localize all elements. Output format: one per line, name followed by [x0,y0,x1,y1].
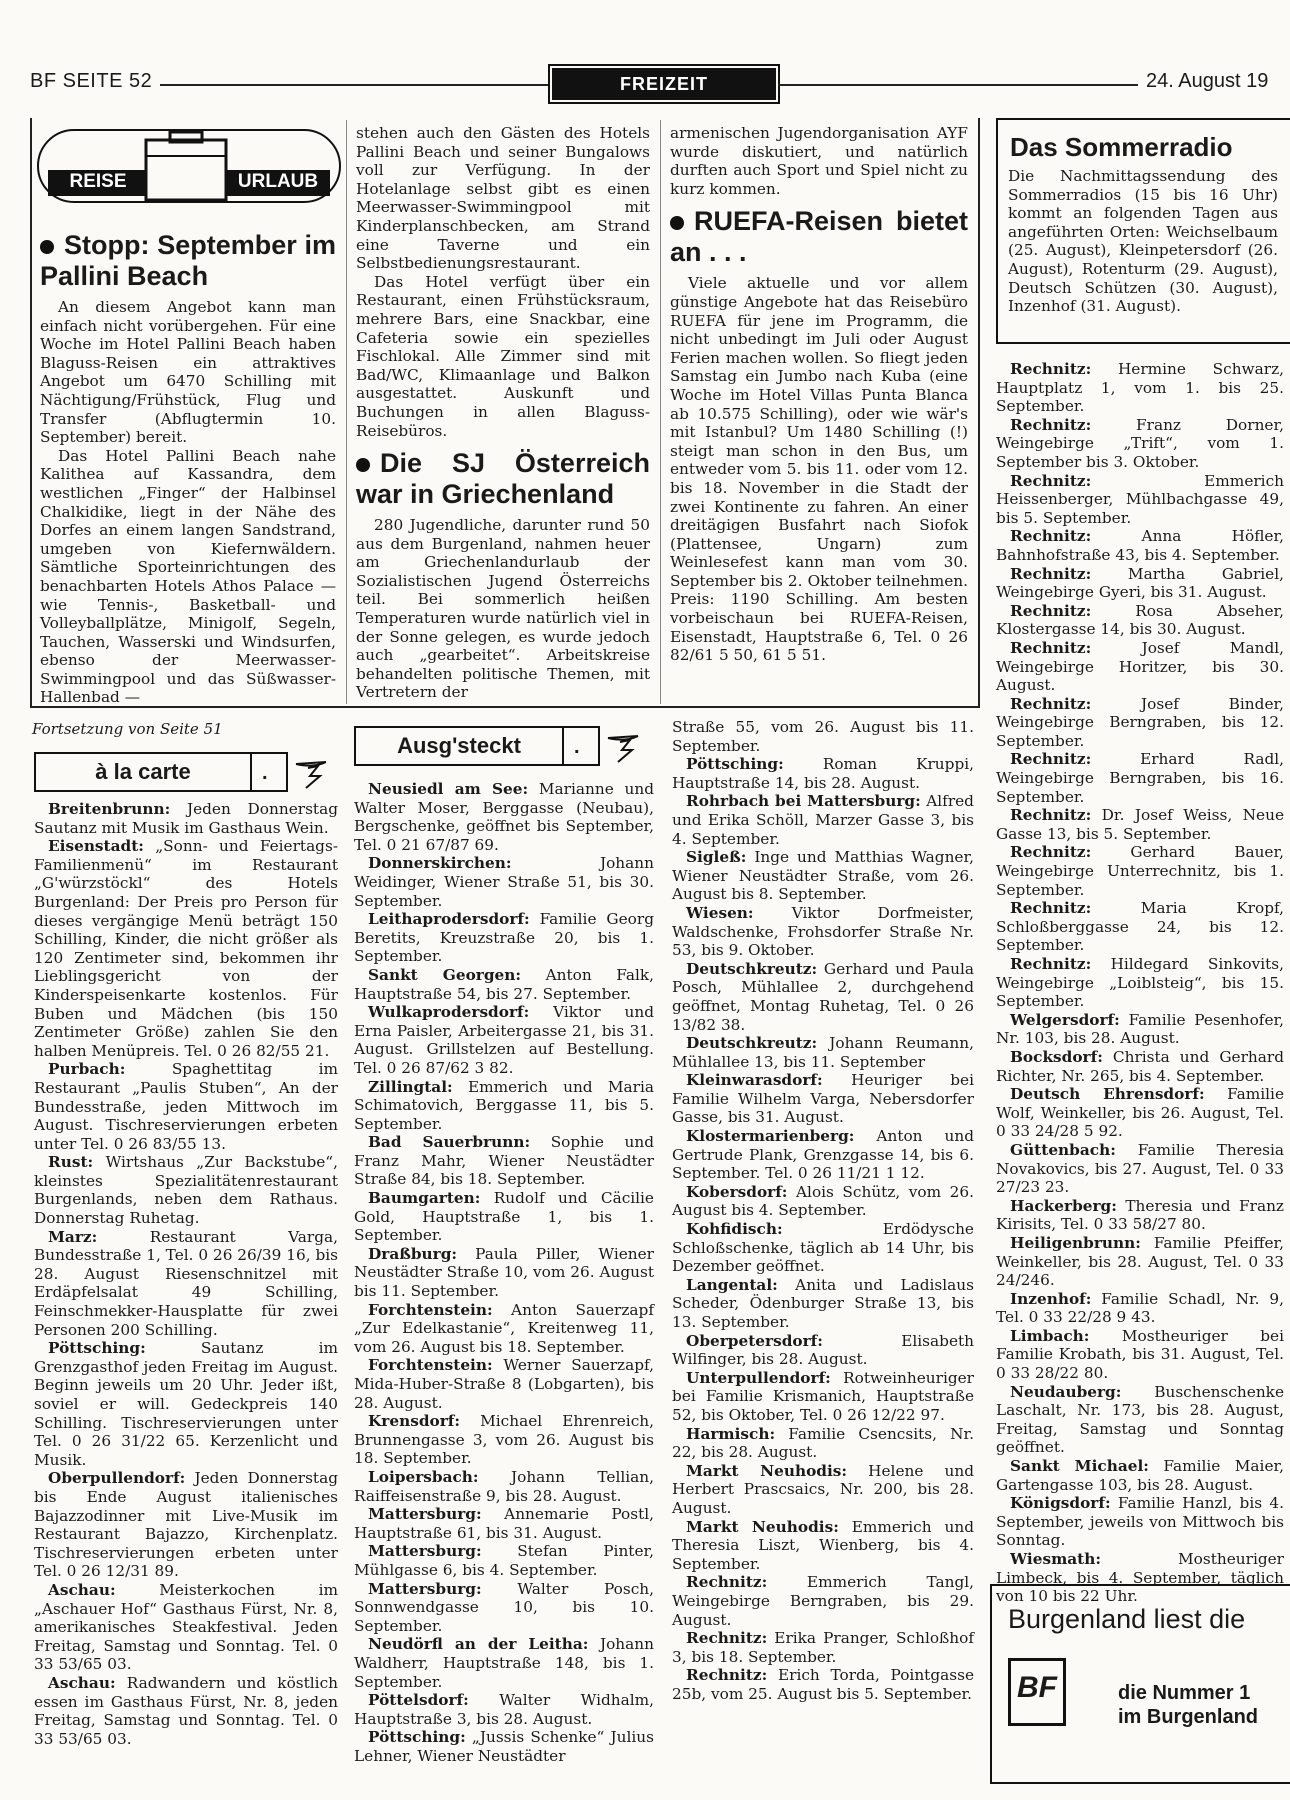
article-pallini [40,222,336,707]
heurigen-entry [672,755,974,792]
headline-text: Die SJ Österreich war in Griechenland [356,448,650,510]
wine-glass-icon [290,754,334,790]
bf-logo-text: BF [1017,1671,1057,1704]
entry-place: Rechnitz: [1010,955,1092,973]
heurigen-entry [672,1629,974,1666]
ad-headline: Burgenland liest die [1008,1604,1246,1634]
entry-text: Familie Georg Beretits, Kreuzstraße 20, bis 1. September. [354,910,654,966]
bf-advertisement [990,1584,1290,1784]
heurigen-entry [996,1494,1284,1550]
heurigen-entry [354,966,654,1003]
entry-place: Neusiedl am See: [368,780,529,798]
entry-text: Josef Mandl, Weingebirge Horitzer, bis 30. August. [996,638,1284,695]
entry-text: Rudolf und Cäcilie Gold, Hauptstraße 1, bis 1. September. [354,1189,654,1245]
urlaub-label: URLAUB [237,171,319,192]
entry-text: Annemarie Postl, Hauptstraße 61, bis 31. August. [354,1505,654,1542]
entry-text: Anton und Gertrude Plank, Grenzgasse 14, bis 6. September. Tel. 0 26 11/21 1 12. [672,1127,974,1183]
entry-place: Güttenbach: [1010,1140,1116,1159]
heurigen-entry [354,1542,654,1579]
entry-place: Kobersdorf: [686,1182,788,1201]
entry-text: Roman Kruppi, Hauptstraße 14, bis 28. August. [672,755,974,792]
entry-text: Werner Sauerzapf, Mida-Huber-Straße 8 (Lobgarten), bis 28. August. [354,1356,654,1412]
entry-text: Anton Sauerzapf „Zur Edelkastanie“, Kreitenweg 11, vom 26. August bis 18. September. [354,1300,654,1356]
entry-text: Restaurant Varga, Bundesstraße 1, Tel. 0 26 26/39 16, bis 28. August Riesenschnitzel mit Erdäpfelsalat 49 Schilling, Feinschmekker-Hausplatte für zwei Personen 200 Schilling. [34,1227,338,1339]
heurigen-entry [672,1425,974,1462]
entry-place: Rohrbach bei Mattersburg: [686,792,921,811]
heurigen-list-col3 [672,718,974,1703]
entry-place: Rechnitz: [1010,471,1092,490]
heurigen-entry [996,899,1284,955]
entry-text: Theresia und Franz Kirisits, Tel. 0 33 58/27 80. [996,1196,1284,1234]
entry-place: Harmisch: [686,1424,776,1443]
entry-text: Hermine Schwarz, Hauptplatz 1, vom 1. bis 25. September. [996,360,1284,416]
entry-place: Bad Sauerbrunn: [368,1133,531,1152]
entry-place: Leithaprodersdorf: [368,910,530,929]
entry-text: Johann Reumann, Mühlallee 13, bis 11. September [672,1034,974,1071]
heurigen-entry [354,854,654,910]
alacarte-entry [34,800,338,837]
heurigen-entry [672,960,974,1034]
heurigen-entry [354,780,654,854]
entry-place: Pöttelsdorf: [368,1691,469,1710]
heurigen-entry [996,750,1284,806]
entry-place: Limbach: [1010,1326,1090,1345]
entry-text: Walter Widhalm, Hauptstraße 3, bis 28. August. [354,1691,654,1728]
entry-place: Wulkaprodersdorf: [368,1003,530,1022]
entry-place: Rechnitz: [1010,899,1092,918]
entry-text: Emmerich und Theresia Liszt, Wienberg, bis 4. September. [672,1517,974,1573]
wine-glass-icon [602,728,646,764]
alacarte-entry [34,1228,338,1340]
paragraph: An diesem Angebot kann man einfach nicht vorübergehen. Für eine Woche im Hotel Pallini Beach haben Blaguss-Reisen ein attraktives Angebot um 6470 Schilling mit Nächtigung/Frühstück, Flug und Transfer (Abflugtermin 10. September) bereit. [40,298,336,447]
continuation-note: Fortsetzung von Seite 51 [32,720,223,738]
heurigen-entry [354,1412,654,1468]
bullet-icon [356,458,370,472]
heurigen-entry [354,910,654,966]
entry-place: Wiesen: [686,903,754,922]
entry-text: Sophie und Franz Mahr, Wiener Neustädter Straße 84, bis 18. September. [354,1133,654,1189]
entry-place: Heiligenbrunn: [1010,1233,1141,1252]
entry-place: Sankt Michael: [1010,1457,1149,1476]
heurigen-entry [672,904,974,960]
entry-text: Johann Waldherr, Hauptstraße 148, bis 1. September. [354,1635,654,1691]
headline-text: Stopp: September im Pallini Beach [40,230,336,291]
entry-text: Dr. Josef Weiss, Neue Gasse 13, bis 5. September. [996,806,1284,843]
entry-place: Forchtenstein: [368,1300,493,1319]
entry-text: Erich Torda, Pointgasse 25b, vom 25. August bis 5. September. [672,1666,974,1703]
column-divider [346,120,347,704]
heurigen-entry [672,1276,974,1332]
heurigen-entry [354,1078,654,1134]
entry-place: Rust: [48,1153,94,1172]
paragraph: stehen auch den Gästen des Hotels Pallini Beach und seiner Bungalows voll zur Verfügung. In der Hotelanlage selbst gibt es einen Meerwasser-Swimmingpool mit Kinderplanschbecken, am Strand eine Taverne und ein Selbstbedienungsrestaurant. [356,124,650,273]
paragraph: Viele aktuelle und vor allem günstige Angebote hat das Reisebüro RUEFA für jene im Programm, die nicht unbedingt im Juli oder August Ferien machen wollen. So fliegt jeden Samstag ein Jumbo nach Kuba (eine Woche im Hotel Villas Punta Blanca ab 10.575 Schilling), oder wie wär's mit Istanbul? Um 1480 Schilling (!) steigt man schon in den Bus, um entweder vom 5. bis 11. oder vom 12. bis 18. November in die Stadt der zwei Kontinente zu fahren. An einer dreitägigen Busfahrt nach Siofok (Plattensee, Ungarn) zum Weinlesefest kann man vom 30. September bis 2. Oktober teilnehmen. Preis: 1190 Schilling. Am besten vorbeischaun bei RUEFA-Reisen, Eisenstadt, Hauptstraße 6, Tel. 0 26 82/61 5 50, 61 5 51. [670,274,968,665]
reise-urlaub-logo [34,126,344,206]
entry-text: Marianne und Walter Moser, Berggasse (Neubau), Bergschenke, geöffnet bis September, Tel. 0 21 67/87 69. [354,780,654,854]
entry-place: Markt Neuhodis: [686,1517,839,1536]
entry-text: Anton Falk, Hauptstraße 54, bis 27. September. [354,965,654,1003]
reise-label: REISE [69,171,127,192]
entry-place: Kohfidisch: [686,1220,783,1239]
heurigen-entry [996,639,1284,695]
header-rule-left [160,84,550,86]
paragraph: Das Hotel verfügt über ein Restaurant, einen Frühstücksraum, mehrere Bars, eine Snackbar, eine Cafeteria sowie ein spezielles Fischlokal. Alle Zimmer sind mit Bad/WC, Klimaanlage und Balkon ausgestattet. Auskunft und Buchungen in allen Blaguss-Reisebüros. [356,272,650,440]
heurigen-list-col2 [354,780,654,1765]
entry-text: Christa und Gerhard Richter, Nr. 265, bis 4. September. [996,1047,1284,1085]
entry-place: Baumgarten: [368,1189,481,1208]
paragraph: 280 Jugendliche, darunter rund 50 aus dem Burgenland, nahmen heuer am Griechenlandurlaub der Sozialistischen Jugend Österreichs teil. Bei sommerlich heißen Temperaturen wurde natürlich viel in der Sonne gelegen, es wurde jedoch auch „gearbeitet“. Arbeitskreise behandelten politische Themen, mit Vertretern der [356,516,650,702]
entry-place: Purbach: [48,1060,126,1079]
entry-place: Mattersburg: [368,1579,482,1598]
heurigen-entry [996,602,1284,639]
entry-place: Rechnitz: [1010,694,1092,713]
entry-text: Hildegard Sinkovits, Weingebirge „Loiblsteig“, bis 15. September. [996,955,1284,1011]
alacarte-heading [34,752,334,790]
heurigen-list-col4 [996,360,1284,1606]
suitcase-icon [34,126,344,206]
entry-place: Mattersburg: [368,1505,482,1524]
heurigen-entry [996,1234,1284,1290]
entry-place: Königsdorf: [1010,1494,1111,1513]
alacarte-entry [34,1060,338,1153]
entry-text: Paula Piller, Wiener Neustädter Straße 10, vom 26. August bis 11. September. [354,1244,654,1301]
entry-place: Rechnitz: [1010,638,1092,657]
entry-place: Donnerskirchen: [368,854,512,873]
entry-place: Aschau: [48,1580,116,1599]
entry-place: Rechnitz: [1010,843,1092,862]
entry-text: Walter Posch, Sonnwendgasse 10, bis 10. September. [354,1579,654,1635]
alacarte-list [34,800,338,1748]
entry-place: Draßburg: [368,1244,458,1263]
paragraph: armenischen Jugendorganisation AYF wurde diskutiert, und natürlich durften auch Sport und Spiel nicht zu kurz kommen. [670,124,968,198]
entry-text: Josef Binder, Weingebirge Berngraben, bis 12. September. [996,694,1284,750]
entry-place: Marz: [48,1227,98,1246]
heurigen-entry [996,1011,1284,1048]
heurigen-entry [672,1666,974,1703]
entry-text: Mostheuriger bei Familie Krobath, bis 31. August, Tel. 0 33 28/22 80. [996,1326,1284,1383]
entry-place: Welgersdorf: [1010,1010,1120,1029]
entry-text: Viktor Dorfmeister, Waldschenke, Frohsdorfer Straße Nr. 53, bis 9. Oktober. [672,903,974,960]
heurigen-entry [672,1220,974,1276]
sommerradio-text: Die Nachmittagssendung des Sommerradios (15 bis 16 Uhr) kommt an folgenden Tagen aus angeführten Orten: Weichselbaum (25. August), Kleinpetersdorf (26. August), Rotenturm (29. August), Deutsch Schützen (30. August), Inzenhof (31. August). [1008,167,1278,316]
entry-text: Familie Csencsits, Nr. 22, bis 28. August. [672,1424,974,1462]
entry-place: Neudauberg: [1010,1382,1122,1401]
entry-place: Breitenbrunn: [48,800,171,818]
page-date: 24. August 19 [1146,70,1269,92]
heurigen-entry [672,792,974,848]
entry-place: Krensdorf: [368,1412,461,1431]
entry-place: Mattersburg: [368,1542,482,1561]
heurigen-entry [672,1034,974,1071]
entry-place: Pöttsching: [686,755,784,774]
heurigen-entry [996,955,1284,1011]
dot-box: . [562,726,600,766]
heurigen-entry [996,360,1284,416]
entry-text: Johann Weidinger, Wiener Straße 51, bis 30. September. [354,854,654,910]
entry-place: Sankt Georgen: [368,965,522,984]
heurigen-entry [672,1462,974,1518]
entry-text: Erhard Radl, Weingebirge Berngraben, bis 16. September. [996,750,1284,806]
headline-text: RUEFA-Reisen bietet an . . . [670,206,968,268]
alacarte-title: à la carte [34,752,252,792]
entry-text: Alfred und Erika Schöll, Marzer Gasse 3, bis 4. September. [672,792,974,848]
sommerradio-box [996,118,1290,344]
headline-sj [356,448,650,510]
ad-slogan-line1: die Nummer 1 [1118,1682,1251,1704]
heurigen-entry [996,695,1284,751]
alacarte-entry [34,1674,338,1748]
entry-text: Gerhard Bauer, Weingebirge Unterrechnitz, bis 1. September. [996,843,1284,899]
entry-place: Langental: [686,1275,778,1294]
entry-place: Pöttsching: [368,1728,466,1747]
entry-text: Gerhard und Paula Posch, Mühlallee 2, durchgehend geöffnet, Montag Ruhetag, Tel. 0 26 13/82 38. [672,959,974,1034]
heurigen-entry [672,1183,974,1220]
entry-text: Straße 55, vom 26. August bis 11. September. [672,718,974,755]
entry-text: Familie Maier, Gartengasse 103, bis 28. August. [996,1457,1284,1494]
entry-text: Familie Hanzl, bis 4. September, jeweils von Mittwoch bis Sonntag. [996,1494,1284,1550]
header-rule-right [778,84,1138,86]
ressort-label: FREIZEIT [552,68,776,100]
heurigen-entry [354,1505,654,1542]
entry-text: Michael Ehrenreich, Brunnengasse 3, vom 26. August bis 18. September. [354,1412,654,1468]
heurigen-entry [996,1290,1284,1327]
heurigen-entry [672,1369,974,1425]
heurigen-entry [354,1003,654,1077]
entry-text: Jeden Donnerstag bis Ende August italienisches Bajazzodinner mit Live-Musik im Restaurant Bajazzo, Kirchenplatz. Tischreservierungen erbeten unter Tel. 0 26 12/31 89. [34,1469,338,1581]
entry-text: Anita und Ladislaus Scheder, Ödenburger Straße 13, bis 13. September. [672,1275,974,1331]
entry-place: Rechnitz: [686,1666,768,1685]
entry-text: Spaghettitag im Restaurant „Paulis Stuben“, An der Bundesstraße, jeden Mittwoch im August. Tischreservierungen erbeten unter Tel. 0 26 83/55 13. [34,1060,338,1153]
ausgsteckt-title: Ausg'steckt [354,726,564,766]
heurigen-entry [996,1048,1284,1085]
entry-place: Unterpullendorf: [686,1368,831,1387]
heurigen-entry [996,843,1284,899]
bullet-icon [40,240,54,254]
alacarte-entry [34,837,338,1060]
entry-place: Kleinwarasdorf: [686,1071,823,1090]
entry-text: Erdödysche Schloßschenke, täglich ab 14 Uhr, bis Dezember geöffnet. [672,1220,974,1276]
entry-text: Familie Pesenhofer, Nr. 103, bis 28. August. [996,1010,1284,1048]
paragraph: Das Hotel Pallini Beach nahe Kalithea auf Kassandra, dem westlichen „Finger“ der Halbinsel Chalkidike, liegt in der Nähe des Dorfes an einem langen Sandstrand, umgeben von Kiefernwäldern. Sämtliche Sporteinrichtungen des benachbarten Hotels Athos Palace — wie Tennis-, Basketball- und Volleyballplätze, Minigolf, Segeln, Tauchen, Wasserski und Windsurfen, ebenso der Meerwasser-Swimmingpool und das Süßwasser-Hallenbad — [40,446,336,707]
entry-place: Oberpetersdorf: [686,1331,823,1350]
alacarte-entry [34,1469,338,1581]
heurigen-entry [996,1457,1284,1494]
alacarte-entry [34,1153,338,1227]
entry-place: Rechnitz: [1010,564,1092,583]
entry-place: Rechnitz: [1010,806,1092,825]
headline-ruefa [670,206,968,268]
entry-place: Eisenstadt: [48,837,144,856]
heurigen-entry [354,1133,654,1189]
heurigen-entry [354,1728,654,1765]
entry-text: Franz Dorner, Weingebirge „Trift“, vom 1. September bis 3. Oktober. [996,415,1284,471]
heurigen-entry [996,472,1284,528]
entry-place: Loipersbach: [368,1467,479,1486]
entry-place: Rechnitz: [1010,601,1092,620]
heurigen-entry [672,1518,974,1574]
heurigen-entry [354,1635,654,1691]
heurigen-entry [672,1332,974,1369]
entry-place: Forchtenstein: [368,1356,493,1375]
heurigen-entry [996,1085,1284,1141]
heurigen-entry [996,806,1284,843]
entry-place: Zillingtal: [368,1077,453,1096]
entry-text: Wirtshaus „Zur Backstube“, kleinstes Spezialitätenrestaurant Burgenlands, neben dem Rathaus. Donnerstag Ruhetag. [34,1153,338,1228]
page-label: BF SEITE 52 [30,70,153,92]
dot-box: . [250,752,288,792]
entry-text: „Sonn- und Feiertags-Familienmenü“ im Restaurant „G'würzstöckl“ des Hotels Burgenland: Der Preis pro Person für dieses vergängige Menü beträgt 150 Schilling, Kinder, die nicht größer als 120 Zentimeter sind, bekommen ihr Lieblingsgericht von der Kinderspeisenkarte kostenlos. Für Buben und Mädchen (bis 150 Zentimeter Größe) zahlen Sie den halben Menüpreis. Tel. 0 26 82/55 21. [34,837,338,1060]
entry-text: Stefan Pinter, Mühlgasse 6, bis 4. September. [354,1542,654,1579]
heurigen-entry [354,1691,654,1728]
entry-text: Inge und Matthias Wagner, Wiener Neustädter Straße, vom 26. August bis 8. September. [672,848,974,904]
entry-place: Deutschkreutz: [686,1034,818,1053]
heurigen-entry [996,1383,1284,1457]
entry-text: Familie Wolf, Weinkeller, bis 26. August, Tel. 0 33 24/28 5 92. [996,1085,1284,1141]
entry-place: Inzenhof: [1010,1289,1092,1308]
heurigen-entry [672,1127,974,1183]
heurigen-entry [354,1245,654,1301]
article-pallini-continued [356,124,650,702]
entry-place: Rechnitz: [686,1629,768,1648]
entry-text: Martha Gabriel, Weingebirge Gyeri, bis 31. August. [996,564,1284,602]
ad-slogan-line2: im Burgenland [1118,1706,1259,1728]
heurigen-entry [354,1356,654,1412]
alacarte-entry [34,1339,338,1469]
entry-text: Jeden Donnerstag Sautanz mit Musik im Gasthaus Wein. [34,800,338,837]
entry-place: Pöttsching: [48,1339,146,1358]
entry-text: Radwandern und köstlich essen im Gasthaus Fürst, Nr. 8, jeden Freitag, Samstag und Sonntag. Tel. 0 33 53/65 03. [34,1673,338,1748]
entry-place: Aschau: [48,1673,116,1692]
entry-text: Familie Schadl, Nr. 9, Tel. 0 33 22/28 9 43. [996,1289,1284,1327]
entry-text: Emmerich und Maria Schimatovich, Berggasse 11, bis 5. September. [354,1077,654,1133]
entry-place: Deutsch Ehrensdorf: [1010,1085,1205,1104]
heurigen-entry [354,1189,654,1245]
box-left-border [30,118,32,708]
entry-text: Alois Schütz, vom 26. August bis 4. September. [672,1182,974,1220]
entry-text: Heuriger bei Familie Wilhelm Varga, Nebersdorfer Gasse, bis 31. August. [672,1071,974,1127]
sommerradio-title: Das Sommerradio [1010,132,1233,162]
entry-text: Emmerich Tangl, Weingebirge Berngraben, bis 29. August. [672,1573,974,1629]
bullet-icon [670,216,684,230]
entry-text: Rotweinheuriger bei Familie Krismanich, Hauptstraße 52, bis Oktober, Tel. 0 26 12/22 97. [672,1368,974,1424]
entry-text: „Jussis Schenke“ Julius Lehner, Wiener Neustädter [354,1728,654,1765]
entry-text: Meisterkochen im „Aschauer Hof“ Gasthaus Fürst, Nr. 8, amerikanisches Steakfestival. Jeden Freitag, Samstag und Sonntag. Tel. 0 33 53/65 03. [34,1580,338,1674]
entry-place: Rechnitz: [1010,360,1092,378]
heurigen-entry [996,1197,1284,1234]
heurigen-entry [996,1141,1284,1197]
entry-place: Hackerberg: [1010,1196,1117,1215]
entry-place: Wiesmath: [1010,1550,1101,1568]
entry-place: Markt Neuhodis: [686,1461,848,1480]
heurigen-entry [354,1301,654,1357]
entry-text: Buschenschenke Laschalt, Nr. 173, bis 28. August, Freitag, Samstag und Sonntag geöffnet. [996,1382,1284,1457]
entry-place: Rechnitz: [1010,750,1092,769]
entry-place: Rechnitz: [1010,415,1092,434]
bf-logo [1008,1658,1066,1726]
entry-text: Helene und Herbert Prascsaics, Nr. 200, bis 28. August. [672,1461,974,1517]
entry-text: Familie Theresia Novakovics, bis 27. August, Tel. 0 33 27/23 23. [996,1140,1284,1197]
entry-text: Mostheuriger Limbeck, bis 4. September, täglich von 10 bis 22 Uhr. [996,1550,1284,1606]
entry-place: Oberpullendorf: [48,1469,186,1488]
entry-text: Erika Pranger, Schloßhof 3, bis 18. September. [672,1629,974,1666]
heurigen-entry [672,718,974,755]
entry-text: Johann Tellian, Raiffeisenstraße 9, bis 28. August. [354,1467,654,1505]
box-right-border [978,118,980,708]
entry-place: Rechnitz: [686,1573,768,1592]
entry-place: Sigleß: [686,848,747,867]
alacarte-entry [34,1581,338,1674]
entry-text: Elisabeth Wilfinger, bis 28. August. [672,1331,974,1369]
headline-pallini [40,230,336,292]
entry-place: Neudörfl an der Leitha: [368,1635,589,1654]
column-divider [660,120,661,704]
heurigen-entry [996,416,1284,472]
heurigen-entry [354,1468,654,1505]
entry-text: Viktor und Erna Paisler, Arbeitergasse 21, bis 31. August. Grillstelzen auf Bestellung. Tel. 0 26 87/62 3 82. [354,1003,654,1077]
ausgsteckt-heading [354,726,654,764]
heurigen-entry [996,565,1284,602]
entry-text: Anna Höfler, Bahnhofstraße 43, bis 4. September. [996,527,1284,564]
heurigen-entry [672,1071,974,1127]
entry-place: Klostermarienberg: [686,1127,855,1146]
entry-text: Rosa Abseher, Klostergasse 14, bis 30. August. [996,601,1284,639]
entry-text: Sautanz im Grenzgasthof jeden Freitag im August. Beginn jeweils um 20 Uhr. Jeder ißt, soviel er will. Gedeckpreis 140 Schilling. Tischreservierungen unter Tel. 0 26 31/22 65. Kerzenlicht und Musik. [34,1339,338,1469]
heurigen-entry [996,1327,1284,1383]
heurigen-entry [996,527,1284,564]
entry-text: Maria Kropf, Schloßberggasse 24, bis 12. September. [996,899,1284,955]
entry-place: Deutschkreutz: [686,959,818,978]
heurigen-entry [354,1580,654,1636]
entry-place: Bocksdorf: [1010,1047,1103,1066]
article-ruefa [670,124,968,665]
heurigen-entry [672,848,974,904]
heurigen-entry [672,1573,974,1629]
entry-text: Familie Pfeiffer, Weinkeller, bis 28. August, Tel. 0 33 24/246. [996,1233,1284,1290]
entry-text: Emmerich Heissenberger, Mühlbachgasse 49, bis 5. September. [996,471,1284,527]
entry-place: Rechnitz: [1010,527,1092,546]
